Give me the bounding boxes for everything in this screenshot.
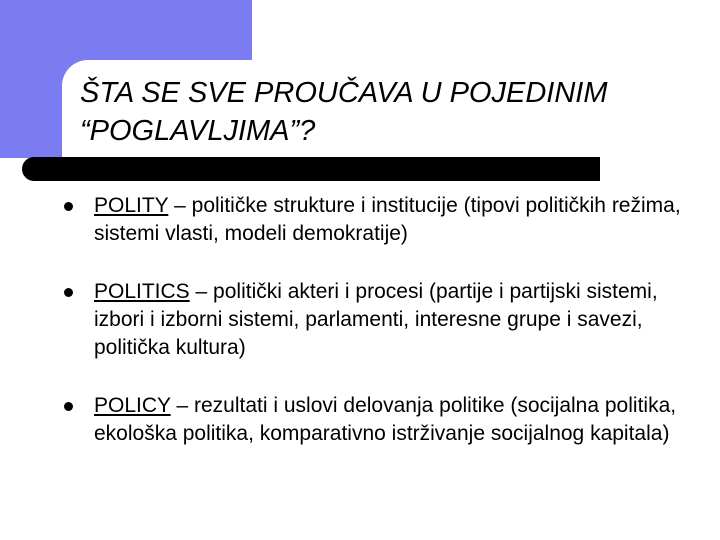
bullet-dot-icon [64, 402, 73, 411]
slide-title-line-1: ŠTA SE SVE PROUČAVA U POJEDINIM [80, 77, 608, 109]
bullet-item-policy [60, 392, 710, 448]
bullet-dot-icon [64, 202, 73, 211]
bullet-text: – politički akteri i procesi (partije i partijski sistemi, izbori i izborni sistemi, parlamenti, interesne grupe i savezi, politička kultura) [94, 280, 658, 359]
bullet-text: – političke strukture i institucije (tipovi političkih režima, sistemi vlasti, modeli demokratije) [94, 194, 681, 245]
bullet-term: POLITICS [94, 280, 190, 303]
bullet-term: POLICY [94, 394, 171, 417]
bullet-term: POLITY [94, 194, 169, 217]
bullet-item-polity [60, 192, 710, 248]
slide-title [80, 74, 700, 150]
bullet-item-politics [60, 278, 710, 362]
slide-title-line-2: “POGLAVLJIMA”? [80, 115, 316, 147]
bullet-text: – rezultati i uslovi delovanja politike (socijalna politika, ekološka politika, komparativno istrživanje socijalnog kapitala) [94, 394, 677, 445]
title-divider-bar [22, 157, 600, 181]
bullet-list [60, 192, 710, 448]
bullet-dot-icon [64, 288, 73, 297]
